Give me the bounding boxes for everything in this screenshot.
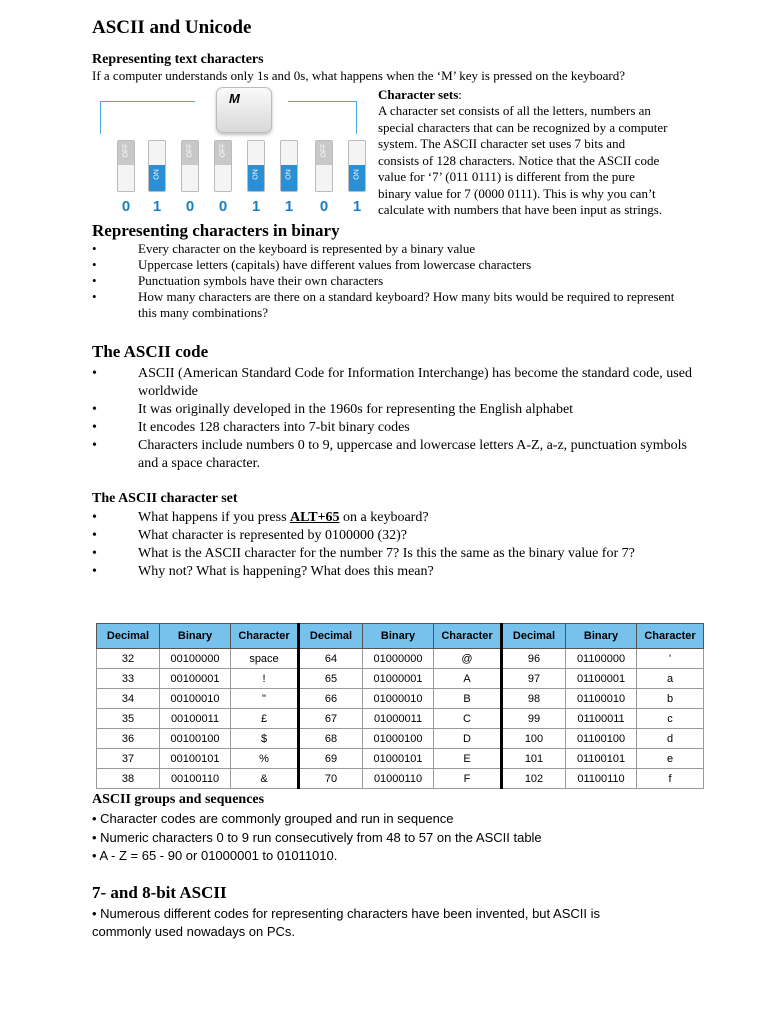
section-heading-7-8-bit: 7- and 8-bit ASCII [92,883,227,902]
table-header-cell: Binary [363,624,434,649]
table-cell: £ [231,709,299,729]
table-header-cell: Character [231,624,299,649]
table-cell: 99 [502,709,566,729]
table-cell: 32 [97,649,160,669]
switch-label: ON [285,169,293,180]
list-item: • Every character on the keyboard is represented by a binary value [92,241,682,257]
table-cell: & [231,769,299,789]
table-row [97,689,704,709]
table-cell: 69 [299,749,363,769]
list-item: • What character is represented by 0100000 (32)? [92,527,692,545]
toggle-switch-icon [214,140,232,192]
table-cell: b [637,689,704,709]
character-sets-line: A character set consists of all the letters, numbers an [378,103,651,118]
toggle-switch-icon [280,140,298,192]
list-item: • What is the ASCII character for the number 7? Is this the same as the binary value for 7? [92,545,692,563]
table-cell: e [637,749,704,769]
list-item: • How many characters are there on a standard keyboard? How many bits would be required to represent this many combinations? [92,289,682,321]
character-sets-colon: : [458,87,462,102]
toggle-switch-icon [315,140,333,192]
bullet-text: What happens if you press [138,510,291,525]
table-cell: 98 [502,689,566,709]
character-sets-line: system. The ASCII character set uses 7 bits and [378,136,626,151]
table-cell: 100 [502,729,566,749]
ascii-code-bullet-list [92,365,692,473]
table-cell: 37 [97,749,160,769]
table-cell: 70 [299,769,363,789]
table-cell: 36 [97,729,160,749]
section-heading-text-characters: Representing text characters [92,52,264,67]
switch-label: ON [353,169,361,180]
alt-65-key-text: ALT+65 [290,510,340,525]
table-header-cell: Character [637,624,704,649]
list-item [92,509,692,527]
list-item: • It was originally developed in the 1960s for representing the English alphabet [92,401,692,419]
switch-label: OFF [186,143,194,158]
table-cell: 67 [299,709,363,729]
table-cell: 01000011 [363,709,434,729]
bit78-line: commonly used nowadays on PCs. [92,924,296,939]
table-cell: 01000100 [363,729,434,749]
table-row [97,669,704,689]
bit-digit: 0 [319,198,329,215]
table-cell: 01000001 [363,669,434,689]
groups-line: • Numeric characters 0 to 9 run consecutively from 48 to 57 on the ASCII table [92,829,542,845]
table-cell: C [434,709,502,729]
table-row [97,749,704,769]
bit-digit: 1 [284,198,294,215]
section-heading-binary: Representing characters in binary [92,221,340,240]
switch-label: OFF [320,143,328,158]
character-set-bullet-list [92,509,692,581]
table-cell: B [434,689,502,709]
table-cell: 01000110 [363,769,434,789]
table-cell: 66 [299,689,363,709]
bit-digit: 0 [185,198,195,215]
switch-label: OFF [122,143,130,158]
groups-line: • Character codes are commonly grouped and run in sequence [92,811,454,826]
list-item: • It encodes 128 characters into 7-bit binary codes [92,419,692,437]
keyboard-question: If a computer understands only 1s and 0s, what happens when the ‘M’ key is pressed on the keyboard? [92,68,625,83]
table-cell: c [637,709,704,729]
character-sets-line: special characters that can be recognized by a computer [378,119,668,135]
table-cell: 01000101 [363,749,434,769]
table-header-cell: Binary [160,624,231,649]
table-cell: 00100101 [160,749,231,769]
section-heading-ascii-code: The ASCII code [92,342,209,361]
table-cell: 64 [299,649,363,669]
bit-digit: 1 [352,198,362,215]
table-cell: 101 [502,749,566,769]
table-cell: @ [434,649,502,669]
table-cell: 65 [299,669,363,689]
toggle-switch-icon [181,140,199,192]
bit78-line: • Numerous different codes for representing characters have been invented, but ASCII is [92,906,600,921]
table-header-cell: Decimal [299,624,363,649]
table-cell: 97 [502,669,566,689]
bit-digit: 0 [218,198,228,215]
table-cell: 102 [502,769,566,789]
table-cell: space [231,649,299,669]
table-row [97,709,704,729]
bullet-text: on a keyboard? [339,510,429,525]
left-wire [100,101,195,134]
switch-label: ON [252,169,260,180]
table-cell: a [637,669,704,689]
table-cell: 01000000 [363,649,434,669]
table-cell: 34 [97,689,160,709]
bit-digit: 0 [121,198,131,215]
character-sets-line: consists of 128 characters. Notice that the ASCII code [378,152,660,168]
page-title: ASCII and Unicode [92,17,252,38]
list-item: • Why not? What is happening? What does this mean? [92,563,692,581]
table-header-cell: Character [434,624,502,649]
table-cell: 96 [502,649,566,669]
table-cell: 00100001 [160,669,231,689]
toggle-switch-icon [117,140,135,192]
character-sets-line: calculate with numbers that have been input as strings. [378,202,663,217]
table-cell: 01100100 [566,729,637,749]
toggle-switch-icon [148,140,166,192]
bit-digit: 1 [152,198,162,215]
table-cell: 33 [97,669,160,689]
table-cell: 00100000 [160,649,231,669]
table-header-cell: Decimal [502,624,566,649]
groups-text [92,810,542,866]
list-item: • Punctuation symbols have their own characters [92,273,682,289]
table-cell: ' [637,649,704,669]
bit-digit: 1 [251,198,261,215]
table-cell: $ [231,729,299,749]
table-cell: f [637,769,704,789]
table-cell: 00100100 [160,729,231,749]
table-cell: " [231,689,299,709]
character-sets-heading: Character sets [378,87,459,102]
list-item: • Characters include numbers 0 to 9, uppercase and lowercase letters A-Z, a-z, punctuation symbols and a space character. [92,437,692,473]
table-cell: 01100101 [566,749,637,769]
character-sets-line: value for ‘7’ (011 0111) is different from the pure [378,169,635,184]
groups-line: • A - Z = 65 - 90 or 01000001 to 01011010. [92,848,338,863]
table-row [97,769,704,789]
table-cell: A [434,669,502,689]
toggle-switch-icon [247,140,265,192]
m-key-icon: M [216,87,272,133]
table-cell: 01100000 [566,649,637,669]
switch-label: OFF [219,143,227,158]
table-cell: 38 [97,769,160,789]
table-cell: F [434,769,502,789]
bit78-text [92,905,600,941]
section-heading-groups: ASCII groups and sequences [92,792,265,807]
table-row [97,649,704,669]
binary-bullet-list [92,241,682,321]
table-cell: D [434,729,502,749]
table-cell: 01100001 [566,669,637,689]
table-cell: 68 [299,729,363,749]
table-cell: 01100011 [566,709,637,729]
switch-label: ON [153,169,161,180]
table-cell: ! [231,669,299,689]
table-cell: 00100010 [160,689,231,709]
table-header-cell: Binary [566,624,637,649]
section-heading-character-set: The ASCII character set [92,491,238,506]
table-cell: 01000010 [363,689,434,709]
toggle-switch-icon [348,140,366,192]
table-cell: d [637,729,704,749]
table-cell: 35 [97,709,160,729]
right-wire [288,101,357,134]
ascii-table [96,623,704,789]
table-cell: 01100110 [566,769,637,789]
list-item: • Uppercase letters (capitals) have different values from lowercase characters [92,257,682,273]
table-cell: 00100110 [160,769,231,789]
table-cell: 01100010 [566,689,637,709]
table-cell: % [231,749,299,769]
character-sets-line: binary value for 7 (0000 0111). This is why you can’t [378,185,656,201]
table-row [97,729,704,749]
table-cell: E [434,749,502,769]
table-cell: 00100011 [160,709,231,729]
character-sets-block [378,86,708,219]
table-header-cell: Decimal [97,624,160,649]
list-item: • ASCII (American Standard Code for Information Interchange) has become the standard code, used worldwide [92,365,692,401]
